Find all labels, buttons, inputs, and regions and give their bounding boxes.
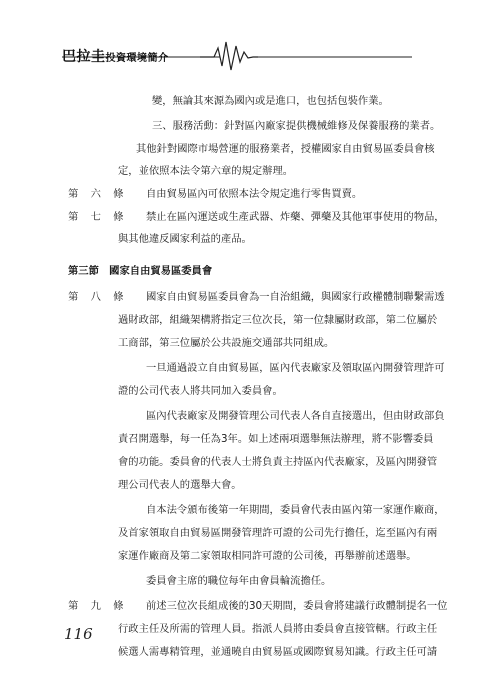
article-7-label: 第 七 條 xyxy=(68,211,125,223)
article-8-text: 證的公司代表人將共同加入委員會。 xyxy=(118,385,283,397)
header-ornament xyxy=(0,0,480,80)
article-8-label: 第 八 條 xyxy=(68,291,125,303)
article-8-text: 工商部，第三位屬於公共設施交通部共同組成。 xyxy=(118,337,335,349)
article-8-text: 區內代表廠家及開發管理公司代表人各自直接選出，但由財政部負 xyxy=(146,410,445,422)
article-9-text: 前述三位次長組成後的30天期間，委員會將建議行政體制提名一位 xyxy=(146,600,448,612)
article-6-text: 自由貿易區內可依照本法令規定進行零售買賣。 xyxy=(146,188,363,200)
article-9-label: 第 九 條 xyxy=(68,600,125,612)
article-6-label: 第 六 條 xyxy=(68,188,125,200)
header-title-sub: 投資環境簡介 xyxy=(105,53,169,64)
header-title-main: 巴拉圭 xyxy=(62,49,106,65)
paragraph-line: 其他針對國際市場營運的服務業者，授權國家自由貿易區委員會核 xyxy=(136,143,435,155)
article-8-text: 一旦通過設立自由貿易區，區內代表廠家及領取區內開發管理許可 xyxy=(146,362,445,374)
article-8-text: 自本法令頒布後第一年期間，委員會代表由區內第一家運作廠商， xyxy=(146,504,445,516)
page-header xyxy=(0,0,480,80)
article-8-text: 會的功能。委員會的代表人士將負責主持區內代表廠家，及區內開發管 xyxy=(118,456,438,468)
article-8-text: 理公司代表人的選舉大會。 xyxy=(118,479,242,491)
paragraph-line: 定，並依照本法令第六章的規定辦理。 xyxy=(118,165,294,177)
article-8-text: 國家自由貿易區委員會為一自治組織，與國家行政權體制聯繫需透 xyxy=(146,291,445,303)
section-heading: 第三節 國家自由貿易區委員會 xyxy=(68,265,213,277)
paragraph-line: 三、服務活動：針對區內廠家提供機械維修及保養服務的業者。 xyxy=(152,120,441,132)
article-8-text: 家運作廠商及第二家領取相同許可證的公司後，再舉辦前述選舉。 xyxy=(118,550,417,562)
article-8-text: 委員會主席的職位每年由會員輪流擔任。 xyxy=(146,575,332,587)
header-title xyxy=(62,46,169,66)
article-8-text: 責召開選舉，每一任為3年。如上述兩項選舉無法辦理，將不影響委員 xyxy=(118,433,434,445)
article-9-text: 候選人需專精管理，並通曉自由貿易區或國際貿易知識。行政主任可請 xyxy=(118,646,438,658)
article-7-text: 禁止在區內運送或生產武器、炸藥、彈藥及其他軍事使用的物品， xyxy=(146,211,445,223)
paragraph-line: 變，無論其來源為國內或是進口，也包括包裝作業。 xyxy=(152,95,389,107)
article-7-text: 與其他違反國家利益的產品。 xyxy=(118,233,252,245)
page-number: 116 xyxy=(64,625,93,643)
article-8-text: 過財政部，組織架構將指定三位次長，第一位隸屬財政部，第二位屬於 xyxy=(118,314,438,326)
article-8-text: 及首家領取自由貿易區開發管理許可證的公司先行擔任，迄至區內有兩 xyxy=(118,527,438,539)
article-9-text: 行政主任及所需的管理人員。指派人員將由委員會直接管轄。行政主任 xyxy=(118,623,438,635)
